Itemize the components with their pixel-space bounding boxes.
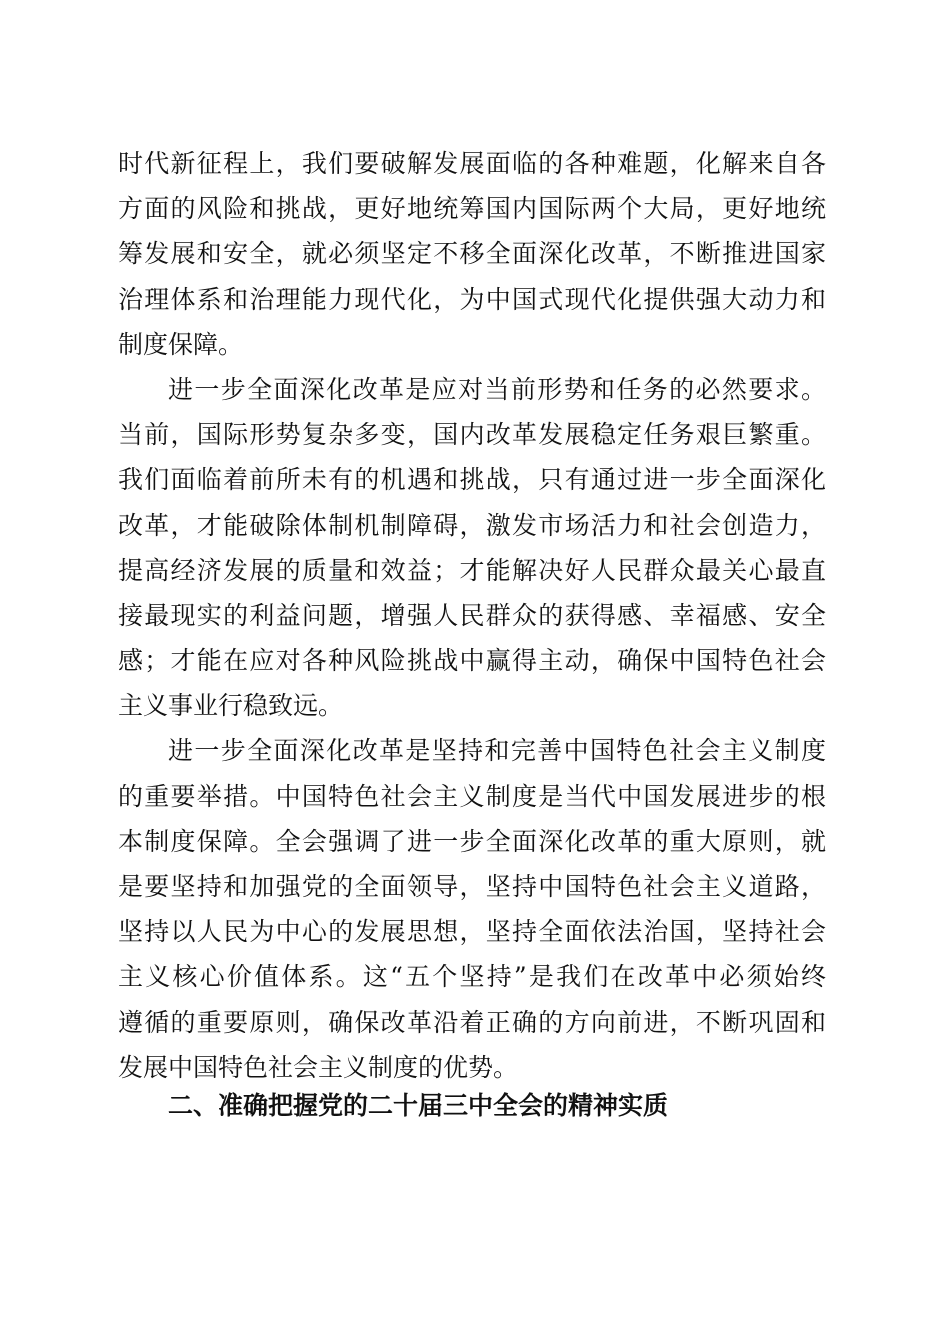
paragraph [118,367,826,729]
text-line: 进一步全面深化改革是应对当前形势和任务的必然要求。 [168,374,826,404]
text-line: 坚持以人民为中心的发展思想，坚持全面依法治国，坚持社会 [118,917,826,947]
text-line: 改革，才能破除体制机制障碍，激发市场活力和社会创造力， [118,510,826,540]
text-line: 筹发展和安全，就必须坚定不移全面深化改革，不断推进国家 [118,239,826,269]
text-line: 方面的风险和挑战，更好地统筹国内国际两个大局，更好地统 [118,194,826,224]
paragraph [118,141,826,367]
text-line: 的重要举措。中国特色社会主义制度是当代中国发展进步的根 [118,781,826,811]
paragraph [118,728,826,1090]
text-line: 时代新征程上，我们要破解发展面临的各种难题，化解来自各 [118,149,826,178]
text-line: 是要坚持和加强党的全面领导，坚持中国特色社会主义道路， [118,872,826,901]
text-line: 本制度保障。全会强调了进一步全面深化改革的重大原则，就 [118,826,826,856]
text-line: 制度保障。 [118,329,244,359]
text-line: 当前，国际形势复杂多变，国内改革发展稳定任务艰巨繁重。 [118,420,826,450]
text-line: 提高经济发展的质量和效益；才能解决好人民群众最关心最直 [118,555,826,585]
text-line: 主义核心价值体系。这“五个坚持”是我们在改革中必须始终 [118,962,826,992]
document-body [118,141,826,1090]
text-line: 主义事业行稳致远。 [118,691,344,721]
text-line: 遵循的重要原则，确保改革沿着正确的方向前进，不断巩固和 [118,1007,826,1037]
text-line: 我们面临着前所未有的机遇和挑战，只有通过进一步全面深化 [118,465,826,495]
text-line: 发展中国特色社会主义制度的优势。 [118,1052,519,1082]
text-line: 治理体系和治理能力现代化，为中国式现代化提供强大动力和 [118,284,826,314]
section-heading: 二、准确把握党的二十届三中全会的精神实质 [168,1091,669,1120]
text-line: 进一步全面深化改革是坚持和完善中国特色社会主义制度 [168,736,826,766]
text-line: 接最现实的利益问题，增强人民群众的获得感、幸福感、安全 [118,600,826,630]
text-line: 感；才能在应对各种风险挑战中赢得主动，确保中国特色社会 [118,646,826,676]
